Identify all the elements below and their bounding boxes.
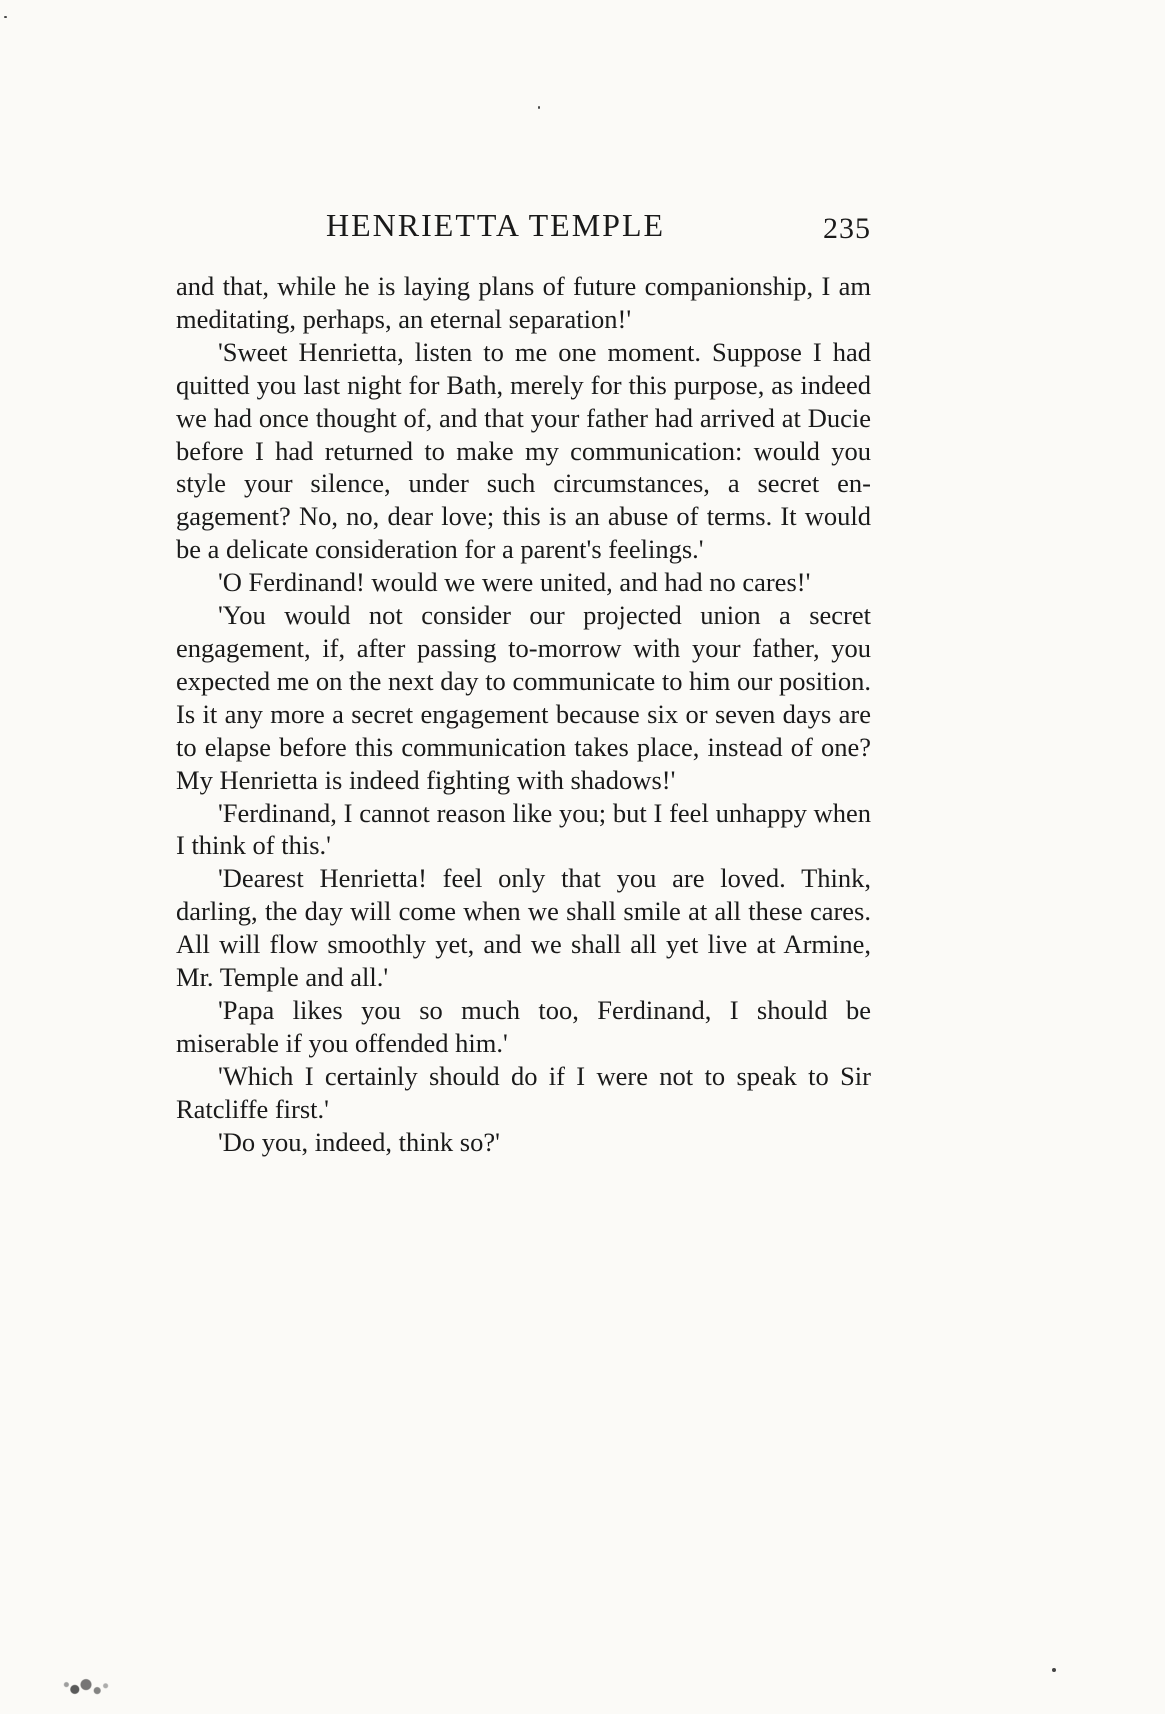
paragraph: 'Sweet Henrietta, listen to me one moment. Suppose I had quitted you last night for Bath, merely for this purpose, as indeed we had once thought of, and that your father had arrived at Ducie before I had returned to make my communication: would you style your silence, under such circumstances, a secret engagement? No, no, dear love; this is an abuse of terms. It would be a delicate consideration for a parent's feelings.' [176,336,871,565]
paper-speck [4,16,7,18]
paragraph: 'Dearest Henrietta! feel only that you are loved. Think, darling, the day will come when we shall smile at all these cares. All will flow smoothly yet, and we shall all yet live at Armine, Mr. Temple and all.' [176,863,871,993]
page-number: 235 [823,212,871,245]
body-text [176,270,871,1158]
running-title: HENRIETTA TEMPLE [326,207,666,243]
paragraph: and that, while he is laying plans of future companionship, I am meditating, perhaps, an eternal separation!' [176,271,871,334]
paragraph: 'You would not consider our projected union a secret engagement, if, after passing to-morrow with your father, you expected me on the next day to communicate to him our position. Is it any more a secret engagement because six or seven days are to elapse before this communication takes place, instead of one? My Henrietta is indeed fighting with shadows!' [176,600,871,795]
paper-speck [538,106,540,109]
paper-speck [1052,1668,1056,1672]
paragraph: 'Ferdinand, I cannot reason like you; but I feel unhappy when I think of this.' [176,797,871,861]
paragraph: 'Do you, indeed, think so?' [218,1126,500,1157]
paragraph: 'Which I certainly should do if I were not to speak to Sir Ratcliffe first.' [176,1060,871,1124]
paragraph: 'O Ferdinand! would we were united, and had no cares!' [218,567,811,598]
paragraph: 'Papa likes you so much too, Ferdinand, I should be miserable if you offended him.' [176,994,871,1058]
ink-blot [58,1675,114,1699]
page-header [176,203,871,247]
